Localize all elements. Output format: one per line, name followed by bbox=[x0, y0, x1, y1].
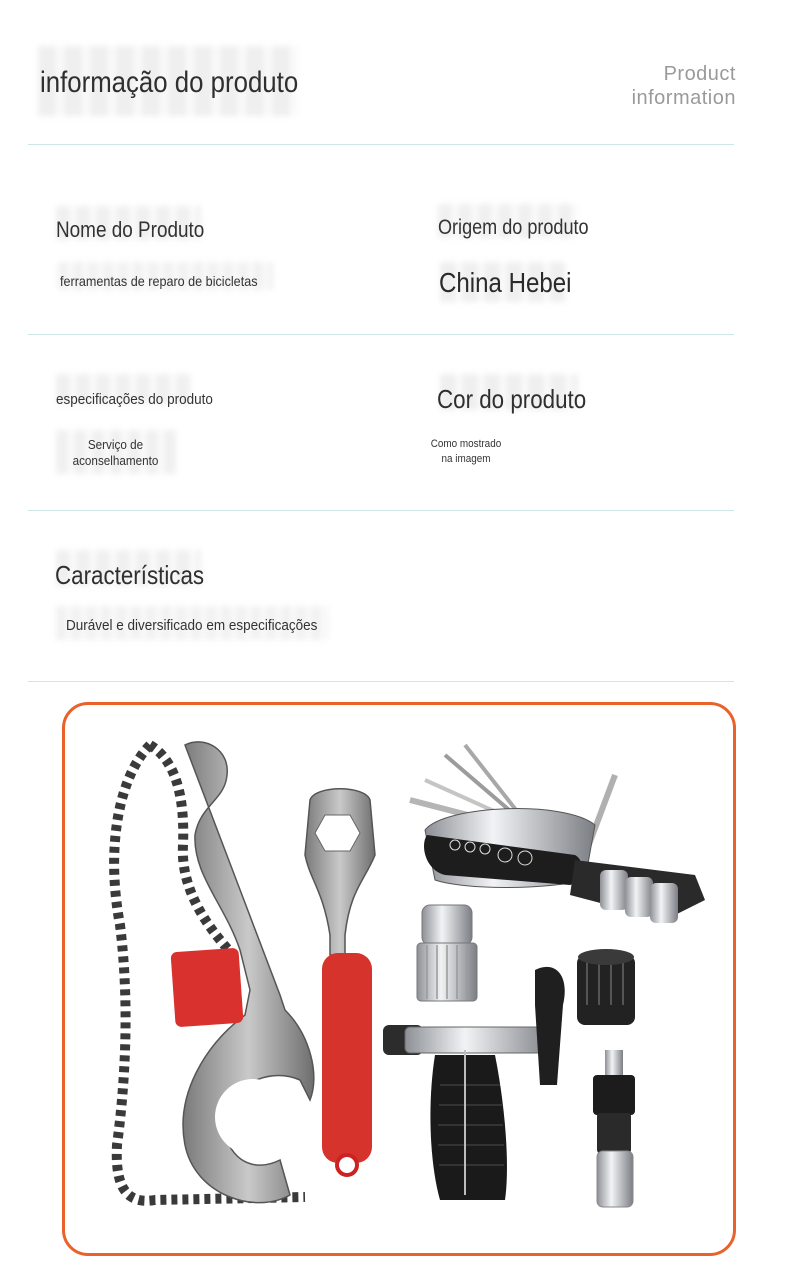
page-title-english bbox=[632, 62, 736, 110]
product-image bbox=[65, 705, 733, 1253]
bottom-bracket-socket bbox=[417, 905, 477, 1001]
page-title: informação do produto bbox=[40, 66, 299, 99]
product-name-label: Nome do Produto bbox=[56, 217, 205, 242]
product-name-value: ferramentas de reparo de bicicletas bbox=[60, 273, 258, 289]
product-features-label: Características bbox=[55, 560, 205, 590]
product-image-frame bbox=[62, 702, 736, 1256]
divider bbox=[28, 681, 734, 682]
cassette-lockring-tool bbox=[577, 949, 635, 1025]
product-spec-value-line1: Serviço de bbox=[87, 437, 144, 452]
chain-whip-tool bbox=[114, 742, 314, 1203]
page-title-english-line1: Product bbox=[663, 63, 736, 85]
crank-puller bbox=[593, 1050, 635, 1207]
product-color-value bbox=[430, 437, 502, 467]
product-color-value-line1: Como mostrado bbox=[430, 438, 502, 450]
chain-breaker bbox=[383, 967, 565, 1200]
product-spec-value bbox=[66, 437, 165, 469]
divider bbox=[28, 510, 734, 511]
product-spec-label: especificações do produto bbox=[56, 391, 213, 408]
product-features-value: Durável e diversificado em especificações bbox=[66, 617, 318, 634]
product-origin-label: Origem do produto bbox=[438, 216, 589, 239]
crank-wrench bbox=[305, 789, 375, 1175]
product-spec-value-line2: aconselhamento bbox=[72, 453, 159, 468]
divider bbox=[28, 144, 734, 145]
product-color-label: Cor do produto bbox=[437, 384, 587, 414]
page-title-english-line2: information bbox=[631, 87, 736, 109]
divider bbox=[28, 334, 734, 335]
product-color-value-line2: na imagem bbox=[441, 453, 491, 465]
product-origin-value: China Hebei bbox=[439, 267, 572, 298]
multi-tool bbox=[410, 745, 705, 923]
